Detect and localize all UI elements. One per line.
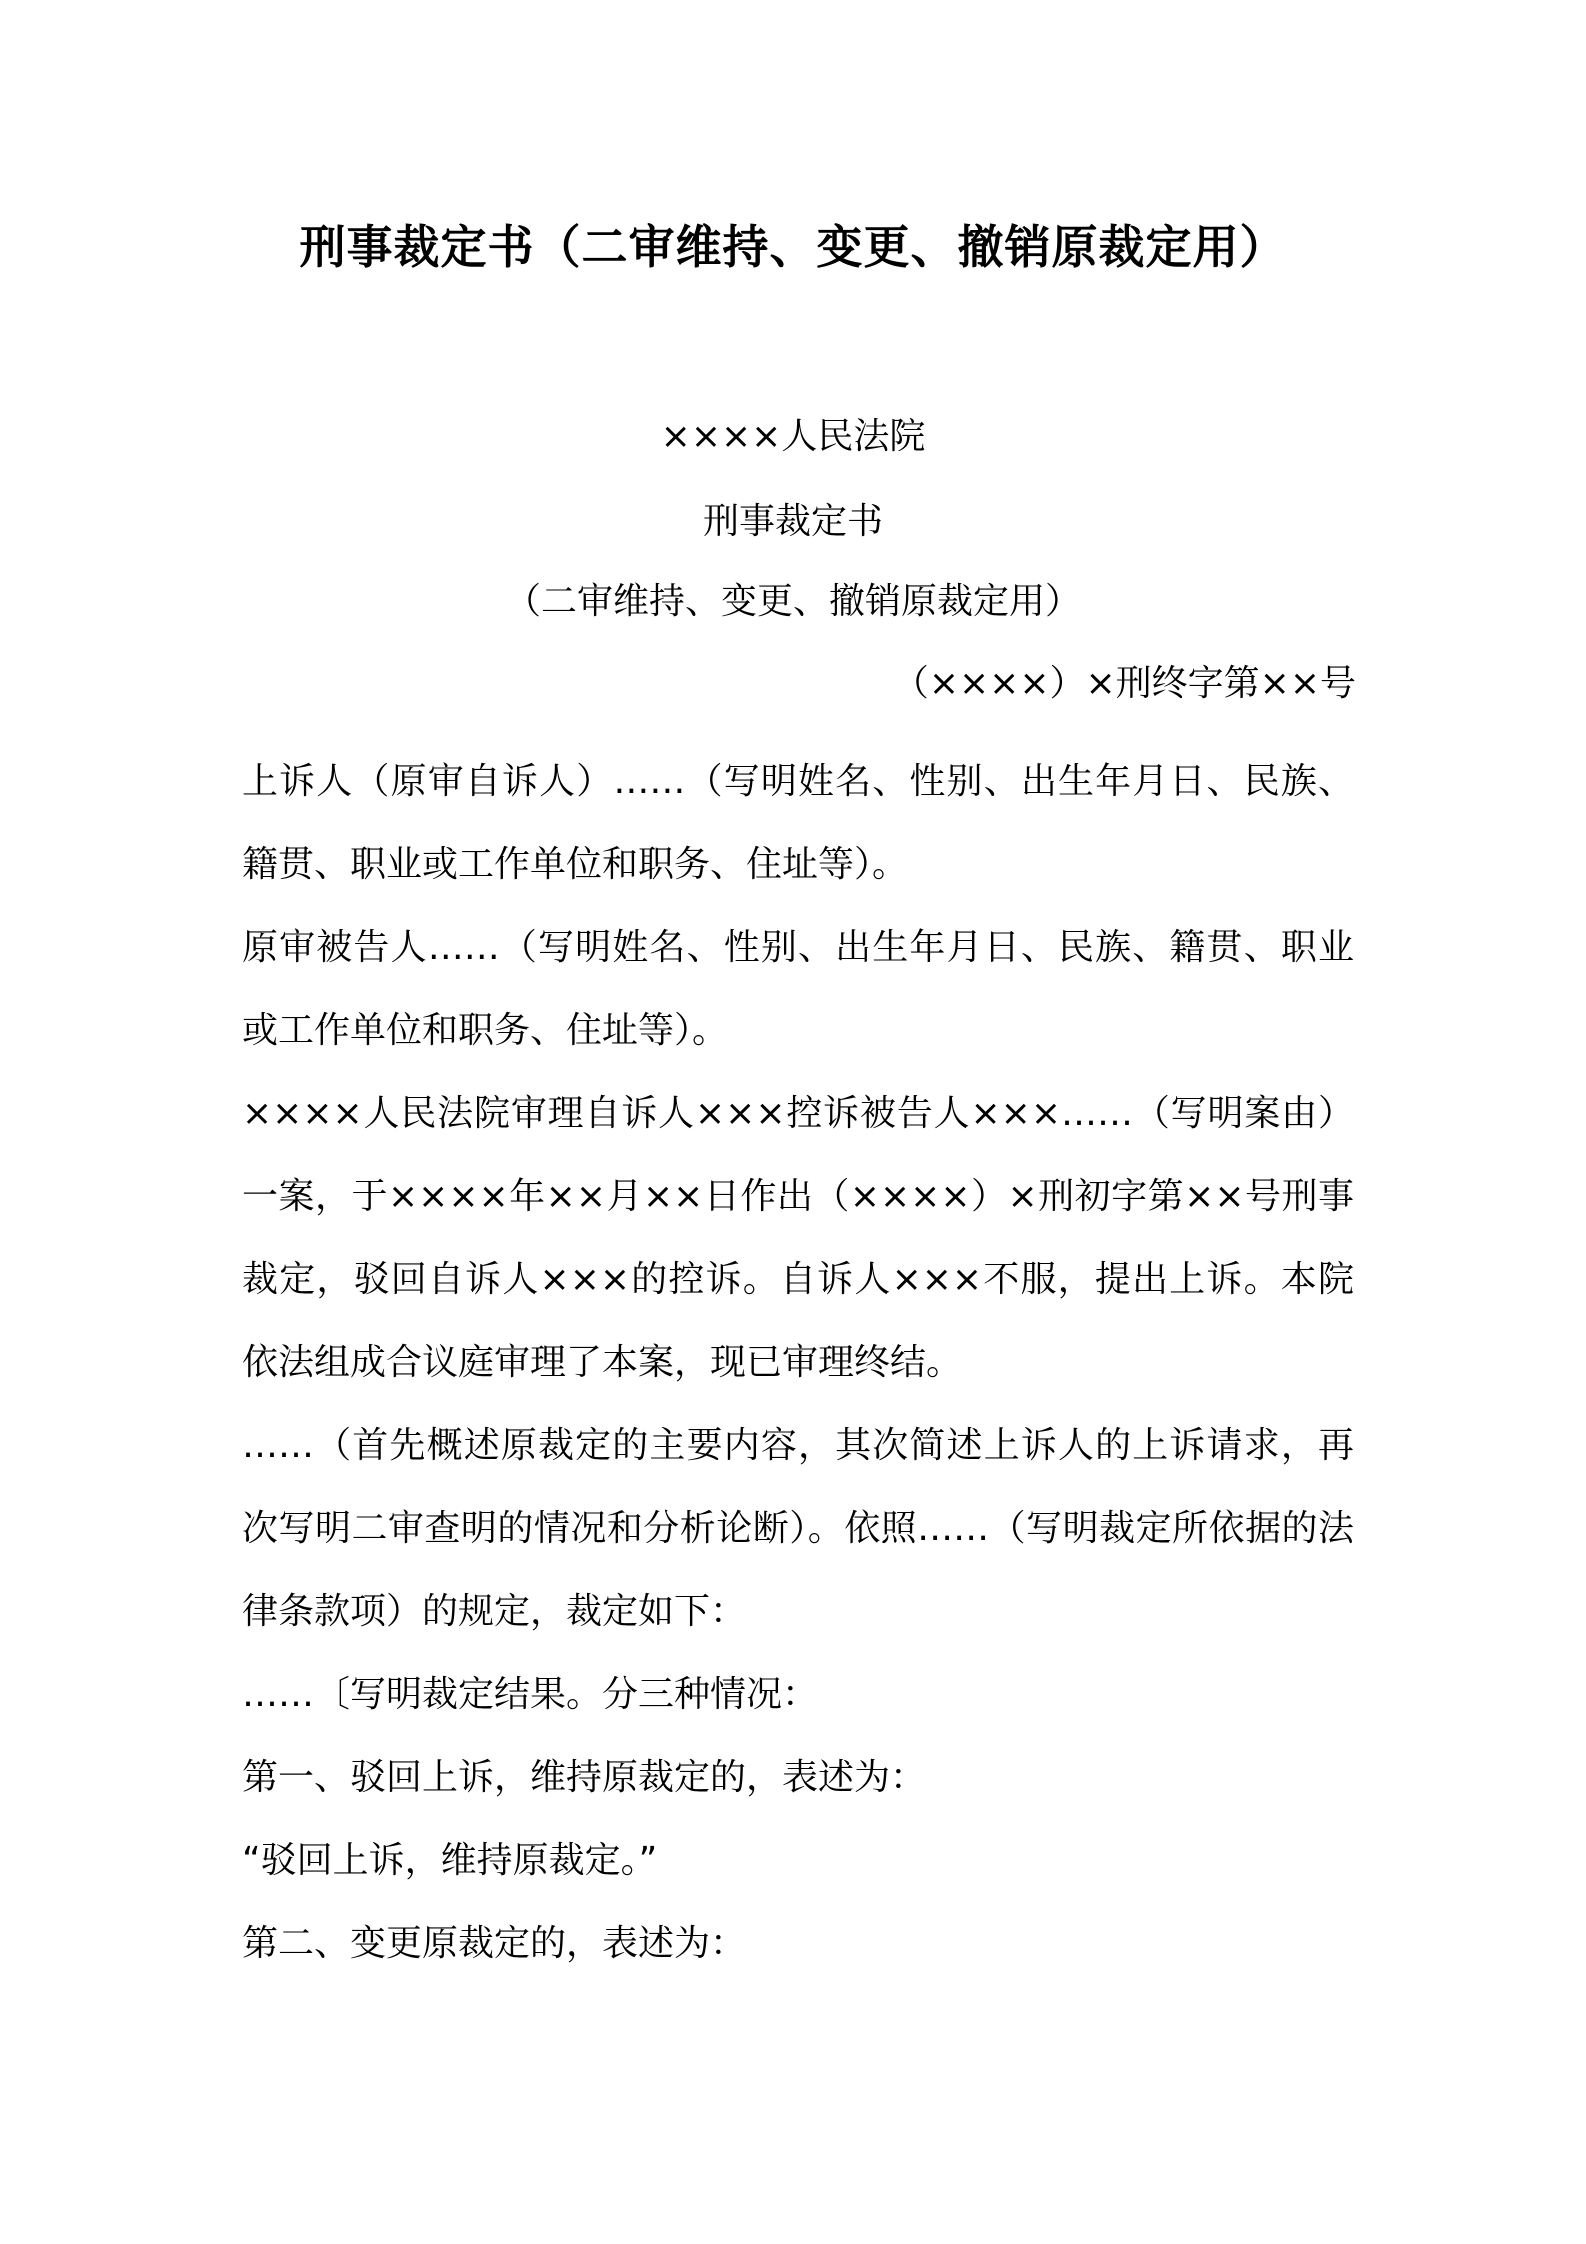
paragraph-case-one: 第一、驳回上诉，维持原裁定的，表述为： xyxy=(242,1757,927,1798)
usage-note: （二审维持、变更、撤销原裁定用） xyxy=(504,581,1081,622)
paragraph-case-two: 第二、变更原裁定的，表述为： xyxy=(242,1923,747,1964)
paragraph-reasoning: ……（首先概述原裁定的主要内容，其次简述上诉人的上诉请求，再次写明二审查明的情况和分析论断）。依照……（写明裁定所依据的法律条款项）的规定，裁定如下： xyxy=(242,1425,1354,1632)
document-body xyxy=(242,740,1354,1985)
paragraph-appellant: 上诉人（原审自诉人）……（写明姓名、性别、出生年月日、民族、籍贯、职业或工作单位和职务、住址等）。 xyxy=(242,761,1354,885)
paragraph-case-one-quote: “驳回上诉，维持原裁定。” xyxy=(242,1840,658,1881)
document-title: 刑事裁定书（二审维持、变更、撤销原裁定用） xyxy=(299,220,1287,274)
document-type: 刑事裁定书 xyxy=(702,501,883,542)
paragraph-ruling-intro: ……〔写明裁定结果。分三种情况： xyxy=(242,1674,819,1715)
paragraph-case-background: ××××人民法院审理自诉人×××控诉被告人×××……（写明案由）一案，于××××年××月××日作出（××××）×刑初字第××号刑事裁定，驳回自诉人×××的控诉。自诉人×××不服，提出上诉。本院依法组成合议庭审理了本案，现已审理终结。 xyxy=(242,1093,1354,1383)
court-name: ××××人民法院 xyxy=(660,416,926,457)
case-number: （××××）×刑终字第××号 xyxy=(892,663,1356,704)
paragraph-defendant: 原审被告人……（写明姓名、性别、出生年月日、民族、籍贯、职业或工作单位和职务、住址等）。 xyxy=(242,927,1354,1051)
